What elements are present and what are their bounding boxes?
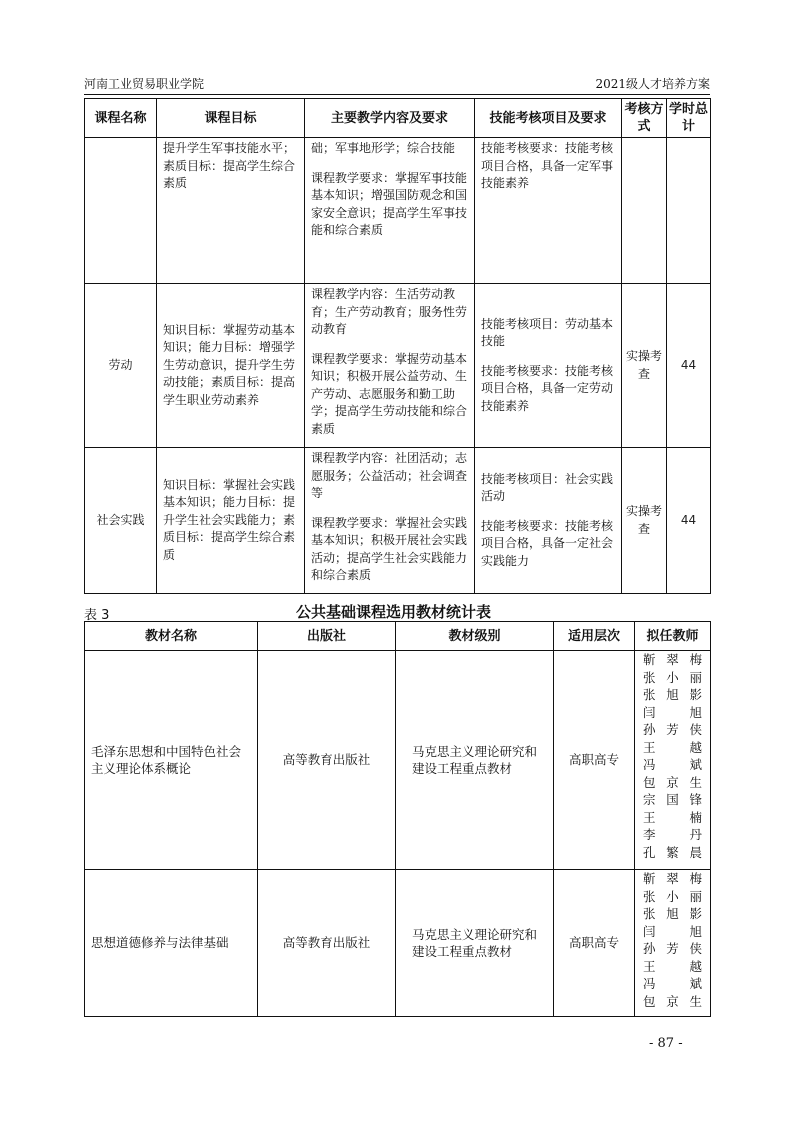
header-course-name: 课程名称	[85, 99, 157, 138]
teacher-name: 孙芳侠	[643, 941, 702, 956]
teacher-name: 张旭影	[643, 687, 702, 702]
header-assessment-mode: 考核方式	[622, 99, 667, 138]
content-part-a: 础；军事地形学；综合技能	[311, 141, 456, 155]
course-goal: 知识目标：掌握社会实践基本知识；能力目标：提升学生社会实践能力；素质目标：提高学生综合素质	[157, 448, 305, 594]
teacher-name: 张小丽	[643, 888, 702, 904]
teacher-name: 王越	[643, 958, 702, 974]
teacher-name: 靳翠梅	[643, 652, 702, 667]
teacher-name: 王越	[643, 739, 702, 755]
course-name: 劳动	[85, 284, 157, 448]
applicable-tier: 高职高专	[554, 870, 635, 1017]
skill-part-b: 技能考核要求：技能考核项目合格，具备一定劳动技能素养	[481, 363, 614, 413]
skill-assessment	[475, 448, 622, 594]
header-teaching-content: 主要教学内容及要求	[305, 99, 475, 138]
assessment-mode	[622, 138, 667, 284]
header-total-hours: 学时总计	[667, 99, 711, 138]
header-publisher: 出版社	[258, 622, 396, 651]
content-part-b: 课程教学要求：掌握社会实践基本知识；积极开展社会实践活动；提高学生社会实践能力和综合素质	[311, 515, 468, 582]
publisher: 高等教育出版社	[258, 651, 396, 870]
teacher-name: 闫旭	[643, 704, 702, 720]
header-course-goal: 课程目标	[157, 99, 305, 138]
content-part-b: 课程教学要求：掌握劳动基本知识；积极开展公益劳动、生产劳动、志愿服务和勤工助学；提高学生劳动技能和综合素质	[311, 351, 468, 436]
document-title: 2021级人才培养方案	[595, 77, 710, 91]
skill-part-b: 技能考核要求：技能考核项目合格，具备一定社会实践能力	[481, 518, 614, 568]
course-goal: 知识目标：掌握劳动基本知识；能力目标：增强学生劳动意识，提升学生劳动技能；素质目标：提高学生职业劳动素养	[157, 284, 305, 448]
skill-assessment	[475, 284, 622, 448]
skill-part-a: 技能考核项目：社会实践活动	[481, 471, 614, 504]
course-name: 社会实践	[85, 448, 157, 594]
teacher-name: 宗国锋	[643, 792, 702, 807]
teacher-name: 包京生	[643, 993, 702, 1009]
teacher-name: 孔繁晨	[643, 844, 702, 860]
teacher-name: 李丹	[643, 827, 702, 842]
teacher-name: 冯斌	[643, 757, 702, 772]
header-textbook-name: 教材名称	[85, 622, 258, 651]
teacher-name: 王楠	[643, 809, 702, 825]
teacher-list	[635, 870, 711, 1017]
textbook-table	[84, 621, 711, 1017]
textbook-name: 毛泽东思想和中国特色社会主义理论体系概论	[85, 651, 258, 870]
content-part-a: 课程教学内容：社团活动；志愿服务；公益活动；社会调查等	[311, 451, 468, 500]
textbook-level: 马克思主义理论研究和建设工程重点教材	[396, 651, 554, 870]
header-applicable-tier: 适用层次	[554, 622, 635, 651]
table-row	[85, 448, 711, 594]
course-name	[85, 138, 157, 284]
course-goal: 提升学生军事技能水平；素质目标：提高学生综合素质	[157, 138, 305, 284]
textbook-name: 思想道德修养与法律基础	[85, 870, 258, 1017]
teacher-name: 闫旭	[643, 923, 702, 939]
header-teachers: 拟任教师	[635, 622, 711, 651]
table-row	[85, 651, 711, 870]
header-divider	[84, 94, 710, 95]
skill-assessment	[475, 138, 622, 284]
table-title: 公共基础课程选用教材统计表	[296, 603, 492, 621]
applicable-tier: 高职高专	[554, 651, 635, 870]
total-hours	[667, 138, 711, 284]
total-hours: 44	[667, 284, 711, 448]
page-number: - 87 -	[649, 1036, 683, 1051]
publisher: 高等教育出版社	[258, 870, 396, 1017]
textbook-table-header	[85, 622, 711, 651]
header-skill-assessment: 技能考核项目及要求	[475, 99, 622, 138]
assessment-mode: 实操考查	[622, 448, 667, 594]
teacher-name: 张旭影	[643, 906, 702, 921]
skill-part-a: 技能考核要求：技能考核项目合格，具备一定军事技能素养	[481, 141, 614, 190]
skill-part-a: 技能考核项目：劳动基本技能	[481, 316, 614, 349]
table-row	[85, 284, 711, 448]
teacher-list	[635, 651, 711, 870]
teaching-content	[305, 284, 475, 448]
assessment-mode: 实操考查	[622, 284, 667, 448]
textbook-level: 马克思主义理论研究和建设工程重点教材	[396, 870, 554, 1017]
total-hours: 44	[667, 448, 711, 594]
table-row	[85, 870, 711, 1017]
teaching-content	[305, 138, 475, 284]
teacher-name: 包京生	[643, 774, 702, 790]
table-row	[85, 138, 711, 284]
content-part-b: 课程教学要求：掌握军事技能基本知识；增强国防观念和国家安全意识；提高学生军事技能和综合素质	[311, 170, 468, 237]
table-label: 表 3	[84, 608, 110, 623]
teaching-content	[305, 448, 475, 594]
course-table	[84, 98, 711, 594]
page-header	[84, 73, 710, 93]
content-part-a: 课程教学内容：生活劳动教育；生产劳动教育；服务性劳动教育	[311, 287, 468, 336]
header-textbook-level: 教材级别	[396, 622, 554, 651]
teacher-name: 张小丽	[643, 669, 702, 685]
teacher-name: 靳翠梅	[643, 871, 702, 886]
school-name: 河南工业贸易职业学院	[84, 77, 205, 91]
teacher-name: 孙芳侠	[643, 722, 702, 737]
course-table-header	[85, 99, 711, 138]
teacher-name: 冯斌	[643, 976, 702, 991]
